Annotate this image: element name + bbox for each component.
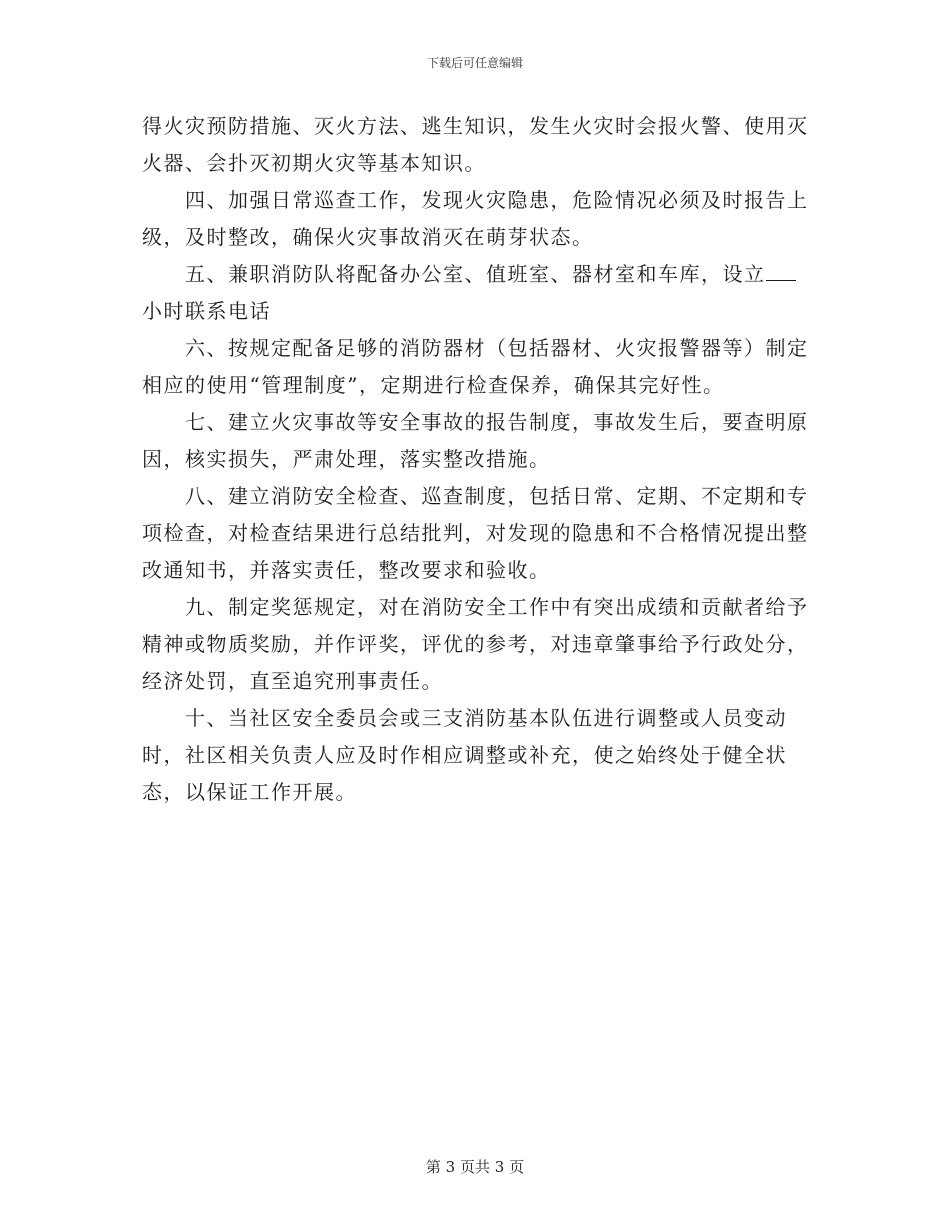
- document-body: [142, 108, 812, 811]
- paragraph: 得火灾预防措施、灭火方法、逃生知识，发生火灾时会报火警、使用灭火器、会扑灭初期火灾等基本知识。: [142, 114, 809, 175]
- paragraph-text-continued: 小时联系电话: [142, 299, 271, 323]
- paragraph: 十、当社区安全委员会或三支消防基本队伍进行调整或人员变动时，社区相关负责人应及时作相应调整或补充，使之始终处于健全状态，以保证工作开展。: [142, 706, 787, 804]
- paragraph: 四、加强日常巡查工作，发现火灾隐患，危险情况必须及时报告上级，及时整改，确保火灾事故消灭在萌芽状态。: [142, 188, 809, 249]
- page-number: 第 3 页共 3 页: [425, 1158, 525, 1176]
- paragraph: 七、建立火灾事故等安全事故的报告制度，事故发生后，要查明原因，核实损失，严肃处理，落实整改措施。: [142, 410, 809, 471]
- paragraph-with-blank: [142, 256, 812, 330]
- paragraph: 八、建立消防安全检查、巡查制度，包括日常、定期、不定期和专项检查，对检查结果进行总结批判，对发现的隐患和不合格情况提出整改通知书，并落实责任，整改要求和验收。: [142, 484, 809, 582]
- paragraph: 六、按规定配备足够的消防器材（包括器材、火灾报警器等）制定相应的使用“管理制度”，定期进行检查保养，确保其完好性。: [142, 336, 809, 397]
- paragraph: 九、制定奖惩规定，对在消防安全工作中有突出成绩和贡献者给予精神或物质奖励，并作评奖，评优的参考，对违章肇事给予行政处分，经济处罚，直至追究刑事责任。: [142, 595, 809, 693]
- fill-in-blank: [766, 260, 796, 281]
- header-note: 下载后可任意编辑: [426, 56, 523, 70]
- paragraph-text: 五、兼职消防队将配备办公室、值班室、器材室和车库，设立: [142, 262, 766, 286]
